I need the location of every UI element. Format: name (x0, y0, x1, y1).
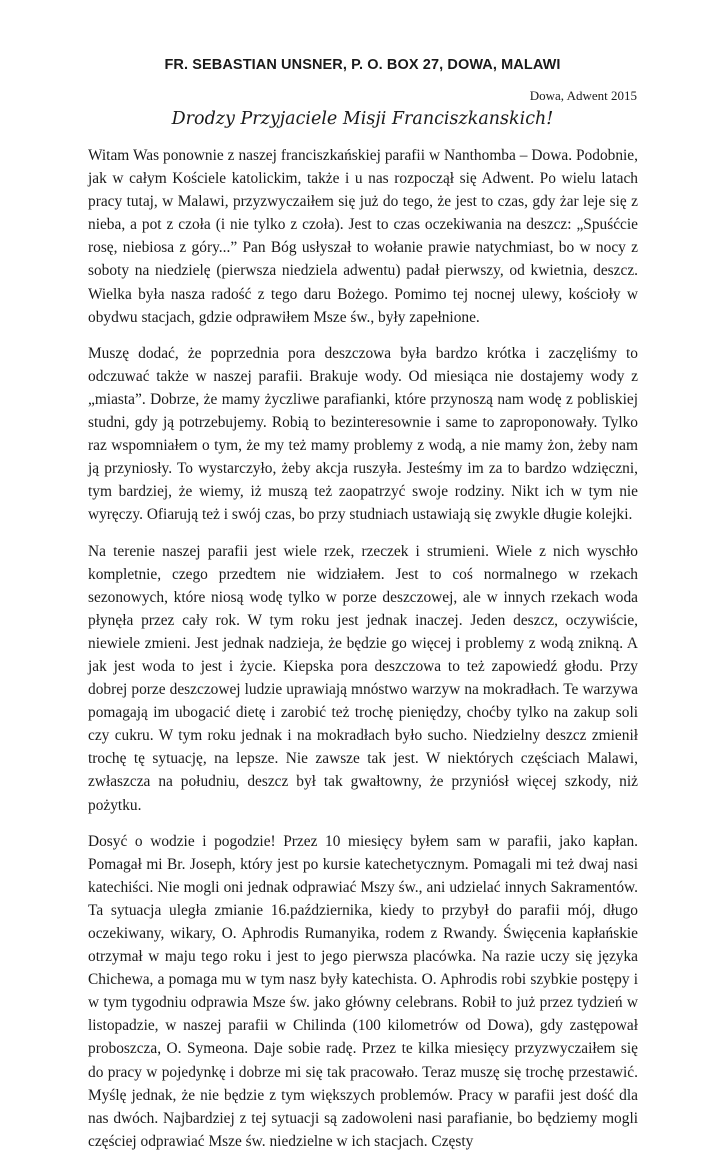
letter-date: Dowa, Adwent 2015 (529, 88, 637, 103)
letter-greeting: Drodzy Przyjaciele Misji Franciszkanskich! (171, 109, 554, 129)
paragraph-3: Na terenie naszej parafii jest wiele rzek, rzeczek i strumieni. Wiele z nich wyschło kompletnie, czego przedtem nie widziałem. Jest to coś normalnego w rzekach sezonowych, które niosą wodę tylko w porze deszczowej, ale w innych rzekach woda płynęła przez cały rok. W tym roku jest jednak inaczej. Jeden deszcz, oczywiście, niewiele zmieni. Jest jednak nadzieja, że będzie go więcej i problemy z wodą znikną. A jak jest woda to jest i życie. Kiepska pora deszczowa to też zapowiedź głodu. Przy dobrej porze deszczowej ludzie uprawiają mnóstwo warzyw na mokradłach. Te warzywa pomagają im ubogacić dietę i zarobić też trochę pieniędzy, choćby tylko na zakup soli czy cukru. W tym roku jednak i na mokradłach było sucho. Niedzielny deszcz zmienił trochę tę sytuację, na lepsze. Nie zawsze tak jest. W niektórych częściach Malawi, zwłaszcza na południu, deszcz był tak gwałtowny, że przyniósł więcej szkody, niż pożytku. (88, 542, 638, 814)
letter-body (88, 144, 638, 1166)
paragraph-1: Witam Was ponownie z naszej franciszkańskiej parafii w Nanthomba – Dowa. Podobnie, jak w całym Kościele katolickim, także i u nas rozpoczął się Adwent. Po wielu latach pracy tutaj, w Malawi, przyzwyczaiłem się już do tego, że jest to czas, gdy żar leje się z nieba, a pot z czoła (i nie tylko z czoła). Jest to czas oczekiwania na deszcz: „Spuśćcie rosę, niebiosa z góry...” Pan Bóg usłyszał to wołanie prawie natychmiast, bo w nocy z soboty na niedzielę (pierwsza niedziela adwentu) padał pierwszy, od kwietnia, deszcz. Wielka była nasza radość z tego daru Bożego. Pomimo tej nocnej ulewy, kościoły w obydwu stacjach, gdzie odprawiłem Msze św., były zapełnione. (88, 147, 638, 326)
paragraph-2: Muszę dodać, że poprzednia pora deszczowa była bardzo krótka i zaczęliśmy to odczuwać także w naszej parafii. Brakuje wody. Od miesiąca nie dostajemy wody z „miasta”. Dobrze, że mamy życzliwe parafianki, które przynoszą nam wodę z pobliskiej studni, gdy ją potrzebujemy. Robią to bezinteresownie i same to zaproponowały. Tylko raz wspomniałem o tym, że my też mamy problemy z wodą, a nie mamy żon, żeby nam ją przyniosły. To wystarczyło, żeby akcja ruszyła. Jesteśmy im za to bardzo wdzięczni, tym bardziej, że wiemy, iż muszą też zaopatrzyć swoje rodziny. Nikt ich w tym nie wyręczy. Ofiarują też i swój czas, bo przy studniach ustawiają się zwykle długie kolejki. (88, 344, 638, 524)
letter-header: FR. SEBASTIAN UNSNER, P. O. BOX 27, DOWA, MALAWI (164, 57, 561, 73)
paragraph-4: Dosyć o wodzie i pogodzie! Przez 10 miesięcy byłem sam w parafii, jako kapłan. Pomagał mi Br. Joseph, który jest po kursie katechetycznym. Pomagali mi też dwaj nasi katechiści. Nie mogli oni jednak odprawiać Mszy św., ani udzielać innych Sakramentów. Ta sytuacja uległa zmianie 16.października, kiedy to przybył do parafii mój, długo oczekiwany, wikary, O. Aphrodis Rumanyika, rodem z Rwandy. Święcenia kapłańskie otrzymał w maju tego roku i jest to jego pierwsza placówka. Na razie uczy się języka Chichewa, a pomaga mu w tym nasz były katechista. O. Aphrodis robi szybkie postępy i w tym tygodniu odprawia Msze św. jako główny celebrans. Robił to już przez tydzień w listopadzie, w naszej parafii w Chilinda (100 kilometrów od Dowa), gdy zastępował proboszcza, O. Symeona. Daje sobie radę. Przez te kilka miesięcy przyzwyczaiłem się do pracy w pojedynkę i dobrze mi się tak pracowało. Teraz muszę się trochę przestawić. Myślę jednak, że nie będzie z tym większych problemów. Pracy w parafii jest dość dla nas dwóch. Najbardziej z tej sytuacji są zadowoleni nasi parafianie, bo będziemy mogli częściej odprawiać Msze św. niedzielne w ich stacjach. Częsty (88, 832, 638, 1150)
